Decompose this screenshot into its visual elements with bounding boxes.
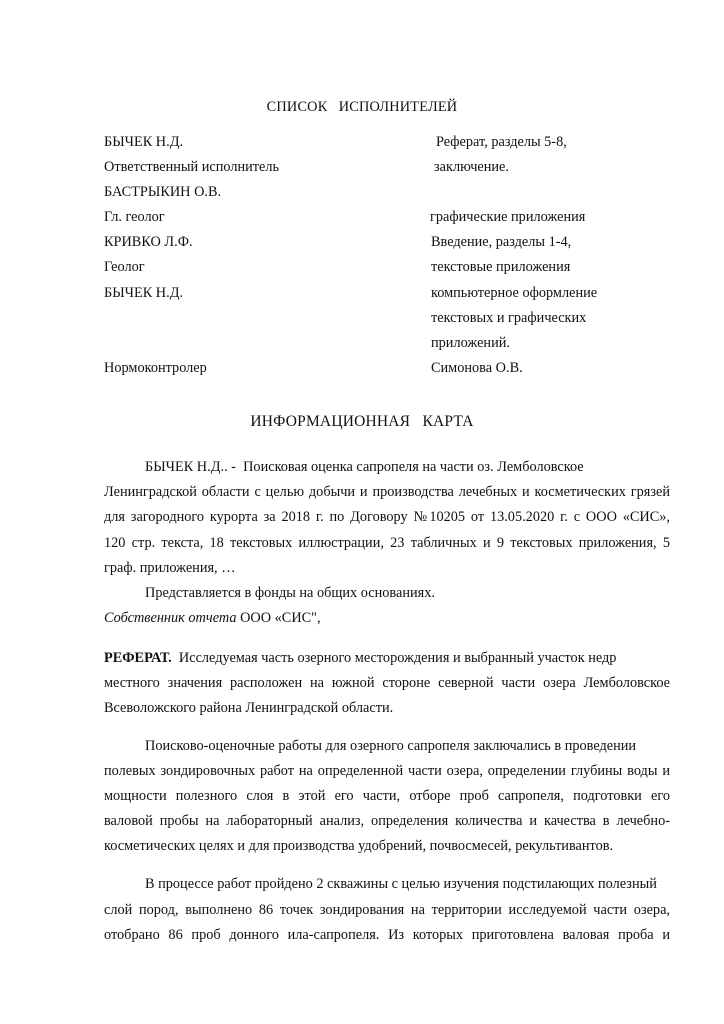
executor-role-text: графические приложения (430, 209, 586, 225)
executor-position: Нормоконтролер (104, 360, 207, 376)
executor-position: Геолог (104, 259, 145, 275)
abstract-first-line (104, 649, 616, 667)
executor-position: Гл. геолог (104, 209, 165, 225)
info-card-line: 120 стр. текста, 18 текстовых иллюстрации, 23 табличных и 9 текстовых приложения, 5 (104, 535, 670, 551)
executor-role-text: текстовых и графических (431, 310, 587, 326)
executor-role-text: Реферат, разделы 5-8, (436, 134, 567, 150)
abstract-line: Поисково-оценочные работы для озерного сапропеля заключались в проведении (145, 738, 637, 754)
abstract-line: В процессе работ пройдено 2 скважины с целью изучения подстилающих полезный (145, 876, 657, 892)
funds-line: Представляется в фонды на общих основаниях. (145, 585, 435, 601)
info-card-line: Ленинградской области с целью добычи и производства лечебных и косметических грязей (104, 484, 670, 500)
executor-role-text: заключение. (434, 159, 509, 175)
owner-line (104, 609, 321, 627)
abstract-text: Исследуемая часть озерного месторождения и выбранный участок недр (171, 650, 617, 666)
info-card-line: БЫЧЕК Н.Д.. - Поисковая оценка сапропеля на части оз. Лемболовское (145, 459, 584, 475)
abstract-line: отобрано 86 проб донного ила-сапропеля. Из которых приготовлена валовая проба и (104, 927, 670, 943)
abstract-line: косметических целях и для производства удобрений, почвосмесей, рекультивантов. (104, 838, 614, 854)
executor-role-text: Введение, разделы 1-4, (431, 234, 572, 250)
info-card-line: граф. приложения, … (104, 560, 236, 576)
abstract-line: Всеволожского района Ленинградской области. (104, 700, 394, 716)
abstract-line: полевых зондировочных работ на определенной части озера, определении глубины воды и (104, 763, 670, 779)
owner-value: ООО «СИС", (236, 610, 321, 626)
executor-name: КРИВКО Л.Ф. (104, 234, 193, 250)
executor-role-text: приложений. (431, 335, 510, 351)
executor-name: БЫЧЕК Н.Д. (104, 285, 184, 301)
executor-role-text: Симонова О.В. (431, 360, 523, 376)
abstract-label: РЕФЕРАТ. (104, 650, 172, 666)
executor-role-text: компьютерное оформление (431, 285, 598, 301)
abstract-line: местного значения расположен на южной стороне северной части озера Лемболовское (104, 675, 670, 691)
abstract-line: слой пород, выполнено 86 точек зондирования на территории исследуемой части озера, (104, 902, 670, 918)
executor-role-text: текстовые приложения (431, 259, 571, 275)
executors-title: СПИСОК ИСПОЛНИТЕЛЕЙ (266, 99, 458, 115)
abstract-line: валовой пробы на лабораторный анализ, определения количества и качества в лечебно- (104, 813, 670, 829)
owner-label: Собственник отчета (104, 610, 237, 626)
info-card-title: ИНФОРМАЦИОННАЯ КАРТА (250, 413, 474, 430)
info-card-line: для загородного курорта за 2018 г. по Договору №10205 от 13.05.2020 г. с ООО «СИС», (104, 509, 670, 525)
executor-position: Ответственный исполнитель (104, 159, 280, 175)
executor-name: БАСТРЫКИН О.В. (104, 184, 222, 200)
executor-name: БЫЧЕК Н.Д. (104, 134, 184, 150)
abstract-line: мощности полезного слоя в этой его части, отборе проб сапропеля, подготовки его (104, 788, 670, 804)
